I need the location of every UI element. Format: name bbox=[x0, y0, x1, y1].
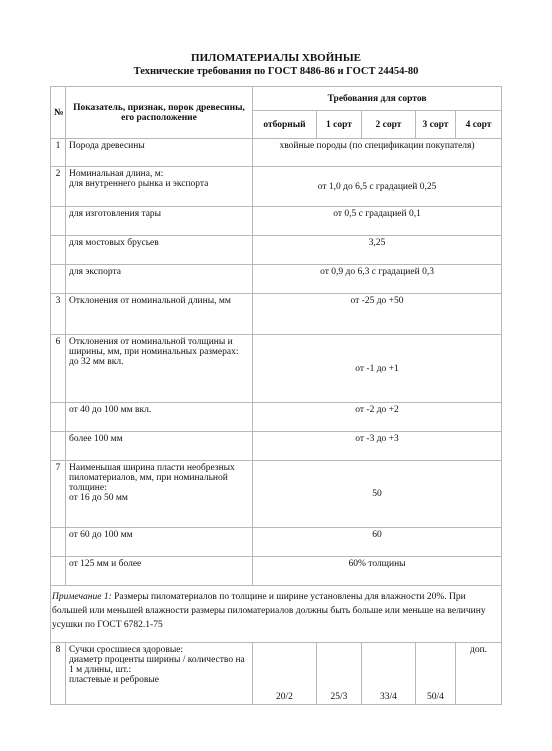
table-row bbox=[51, 643, 502, 705]
row-num bbox=[51, 207, 66, 236]
row-num bbox=[51, 528, 66, 557]
row-num bbox=[51, 557, 66, 586]
note-text: Размеры пиломатериалов по толщине и ширине установлены для влажности 20%. При большей или меньшей влажности размеры пиломатериалов должны быть больше или меньше на величину усушки по ГОСТ 6782.1-75 bbox=[52, 592, 486, 630]
row-label: для мостовых брусьев bbox=[66, 236, 253, 265]
row-value-select: 20/2 bbox=[253, 643, 317, 705]
header-grade-1: 1 сорт bbox=[317, 111, 362, 139]
row-num bbox=[51, 236, 66, 265]
table-row bbox=[51, 528, 502, 557]
header-row-1 bbox=[51, 87, 502, 111]
row-value: 50 bbox=[253, 461, 502, 528]
header-indicator: Показатель, признак, порок древесины, его расположение bbox=[66, 87, 253, 139]
table-row bbox=[51, 236, 502, 265]
row-label: Отклонения от номинальной длины, мм bbox=[66, 294, 253, 335]
row-label: Номинальная длина, м: для внутреннего рынка и экспорта bbox=[66, 167, 253, 207]
row-label: Отклонения от номинальной толщины и ширины, мм, при номинальных размерах: до 32 мм вкл. bbox=[66, 335, 253, 403]
row-value: от -1 до +1 bbox=[253, 335, 502, 403]
table-row bbox=[51, 167, 502, 207]
row-num bbox=[51, 403, 66, 432]
note-prefix: Примечание 1: bbox=[52, 592, 112, 602]
row-num bbox=[51, 432, 66, 461]
row-num: 7 bbox=[51, 461, 66, 528]
row-value: 3,25 bbox=[253, 236, 502, 265]
table-row bbox=[51, 432, 502, 461]
row-num: 3 bbox=[51, 294, 66, 335]
row-value: 60% толщины bbox=[253, 557, 502, 586]
row-num: 6 bbox=[51, 335, 66, 403]
header-grade-3: 3 сорт bbox=[416, 111, 456, 139]
note-cell bbox=[51, 586, 502, 643]
note-row bbox=[51, 586, 502, 643]
header-num: № bbox=[51, 87, 66, 139]
row-value: от -3 до +3 bbox=[253, 432, 502, 461]
table-row bbox=[51, 335, 502, 403]
row-label: Сучки сросшиеся здоровые: диаметр проценты ширины / количество на 1 м длины, шт.: пластевые и ребровые bbox=[66, 643, 253, 705]
row-label: Наименьшая ширина пласти необрезных пиломатериалов, мм, при номинальной толщине: от 16 до 50 мм bbox=[66, 461, 253, 528]
row-value-grade-4: доп. bbox=[456, 643, 502, 705]
header-grade-2: 2 сорт bbox=[362, 111, 416, 139]
row-value: 60 bbox=[253, 528, 502, 557]
row-value-grade-1: 25/3 bbox=[317, 643, 362, 705]
header-grade-select: отборный bbox=[253, 111, 317, 139]
row-value: от 0,5 с градацией 0,1 bbox=[253, 207, 502, 236]
header-requirements: Требования для сортов bbox=[253, 87, 502, 111]
row-num: 1 bbox=[51, 139, 66, 167]
row-label: более 100 мм bbox=[66, 432, 253, 461]
table-row bbox=[51, 265, 502, 294]
row-num: 2 bbox=[51, 167, 66, 207]
row-value: от 0,9 до 6,3 с градацией 0,3 bbox=[253, 265, 502, 294]
row-num bbox=[51, 265, 66, 294]
row-value-grade-3: 50/4 bbox=[416, 643, 456, 705]
row-value: хвойные породы (по спецификации покупателя) bbox=[253, 139, 502, 167]
header-grade-4: 4 сорт bbox=[456, 111, 502, 139]
row-value: от -2 до +2 bbox=[253, 403, 502, 432]
row-label: Порода древесины bbox=[66, 139, 253, 167]
row-label: от 40 до 100 мм вкл. bbox=[66, 403, 253, 432]
row-num: 8 bbox=[51, 643, 66, 705]
row-label: от 125 мм и более bbox=[66, 557, 253, 586]
table-row bbox=[51, 294, 502, 335]
row-value-grade-2: 33/4 bbox=[362, 643, 416, 705]
row-label: для изготовления тары bbox=[66, 207, 253, 236]
document-subtitle: Технические требования по ГОСТ 8486-86 и ГОСТ 24454-80 bbox=[133, 66, 419, 77]
table-row bbox=[51, 461, 502, 528]
row-value: от 1,0 до 6,5 с градацией 0,25 bbox=[253, 167, 502, 207]
table-row bbox=[51, 207, 502, 236]
table-row bbox=[51, 403, 502, 432]
document-title: ПИЛОМАТЕРИАЛЫ ХВОЙНЫЕ bbox=[191, 52, 361, 64]
table-row bbox=[51, 557, 502, 586]
row-value: от -25 до +50 bbox=[253, 294, 502, 335]
row-label: от 60 до 100 мм bbox=[66, 528, 253, 557]
requirements-table bbox=[50, 86, 502, 705]
table-row bbox=[51, 139, 502, 167]
row-label: для экспорта bbox=[66, 265, 253, 294]
